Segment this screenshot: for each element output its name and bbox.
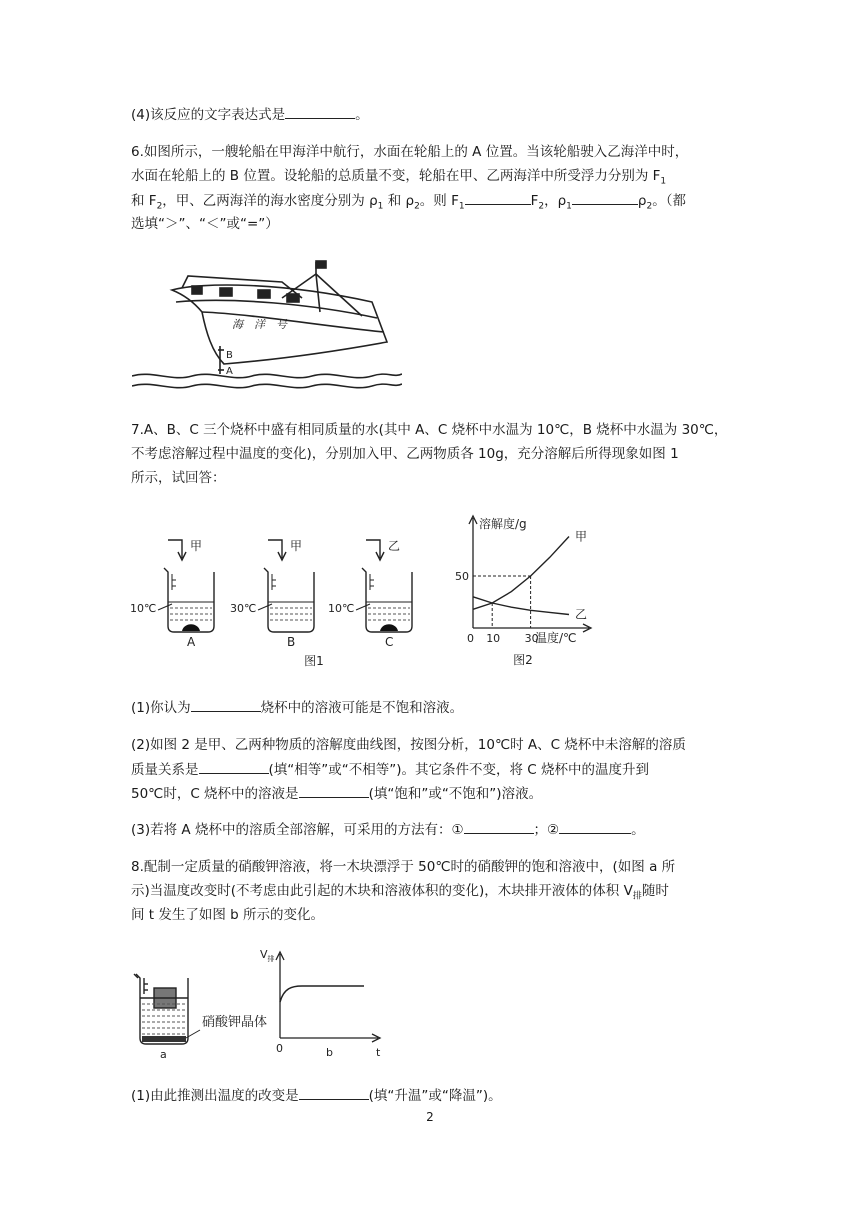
q7-sub1: (1)你认为 烧杯中的溶液可能是不饱和溶液。 bbox=[131, 697, 463, 718]
q8-line3: 间 t 发生了如图 b 所示的变化。 bbox=[131, 907, 325, 923]
figure-b-ylabel: $V_排$ bbox=[260, 948, 275, 963]
q4-blank[interactable] bbox=[285, 104, 355, 119]
chart-xlabel: 温度/℃ bbox=[535, 631, 577, 645]
q7-line3: 所示，试回答： bbox=[131, 470, 226, 486]
substance-label: 甲 bbox=[190, 539, 203, 553]
ship-window bbox=[220, 288, 232, 296]
figure-b-caption: b bbox=[326, 1046, 333, 1059]
q8-line1: 8.配制一定质量的硝酸钾溶液，将一木块漂浮于 50℃时的硝酸钾的饱和溶液中，(如图 a 所 bbox=[131, 859, 676, 875]
temp-label: 30℃ bbox=[230, 602, 257, 615]
beaker-A bbox=[130, 539, 214, 649]
figure-a-beaker bbox=[130, 964, 280, 1062]
q7-sub3-blank2[interactable] bbox=[559, 819, 631, 834]
q7-sub2-blank2[interactable] bbox=[299, 783, 369, 798]
temp-label: 10℃ bbox=[328, 602, 355, 615]
page-number: 2 bbox=[426, 1110, 434, 1124]
q7-sub1-blank[interactable] bbox=[191, 697, 261, 712]
figure-b-origin: 0 bbox=[276, 1042, 283, 1055]
q6-line1: 6.如图所示，一艘轮船在甲海洋中航行，水面在轮船上的 A 位置。当该轮船驶入乙海洋中时， bbox=[131, 144, 689, 160]
substance-label: 甲 bbox=[290, 539, 303, 553]
ship-figure bbox=[132, 252, 402, 394]
series-label: 甲 bbox=[575, 529, 588, 544]
beaker-B bbox=[230, 539, 314, 649]
q6-line4: 选填“＞”、“＜”或“=”） bbox=[131, 216, 279, 232]
undissolved-solute bbox=[380, 624, 398, 631]
ship-name: 海 洋 号 bbox=[232, 318, 287, 331]
beaker-label: A bbox=[187, 635, 196, 649]
q7-sub3: (3)若将 A 烧杯中的溶质全部溶解，可采用的方法有：① ；② 。 bbox=[131, 819, 645, 840]
chart-caption: 图2 bbox=[513, 653, 533, 667]
temp-label: 10℃ bbox=[130, 602, 157, 615]
series-label: 乙 bbox=[575, 607, 588, 622]
ship-window bbox=[258, 290, 270, 298]
chart-y-tick: 50 bbox=[455, 570, 469, 583]
q6-blank-force[interactable] bbox=[465, 190, 531, 205]
q6-blank-density[interactable] bbox=[572, 190, 638, 205]
q7-line2: 不考虑溶解过程中温度的变化)，分别加入甲、乙两物质各 10g，充分溶解后所得现象如图 1 bbox=[131, 446, 679, 462]
q7-sub2-line1: (2)如图 2 是甲、乙两种物质的溶解度曲线图，按图分析，10℃时 A、C 烧杯中未溶解的溶质 bbox=[131, 737, 686, 753]
crystals bbox=[142, 1036, 186, 1042]
chart-x-tick: 0 bbox=[467, 632, 474, 645]
figure1-caption: 图1 bbox=[304, 654, 324, 668]
crystal-label: 硝酸钾晶体 bbox=[202, 1015, 268, 1030]
q4-text: (4)该反应的文字表达式是 。 bbox=[131, 104, 369, 125]
figure-b-graph bbox=[260, 940, 390, 1062]
figure-a-caption: a bbox=[160, 1048, 167, 1061]
q8-sub1: (1)由此推测出温度的改变是 (填“升温”或“降温”)。 bbox=[131, 1085, 502, 1106]
figure1-beakers bbox=[128, 530, 438, 670]
ship-flag bbox=[316, 261, 326, 268]
q7-sub2-blank1[interactable] bbox=[199, 759, 269, 774]
series-yi-line bbox=[473, 597, 569, 615]
solubility-chart bbox=[455, 508, 605, 670]
q6-line3: 和 $F_2$，甲、乙两海洋的海水密度分别为 $\rho_1$ 和 $\rho_2$。则 $F_1$ $F_2$，$\rho_1$ $\rho_2$。（都 bbox=[131, 190, 686, 217]
beaker-C bbox=[328, 539, 412, 649]
ship-mark-a: A bbox=[226, 366, 233, 377]
chart-ylabel: 溶解度/g bbox=[479, 517, 527, 531]
substance-label: 乙 bbox=[388, 539, 401, 553]
series-jia-line bbox=[473, 537, 569, 610]
volume-curve bbox=[280, 986, 364, 1002]
q8-sub1-blank[interactable] bbox=[299, 1085, 369, 1100]
q7-line1: 7.A、B、C 三个烧杯中盛有相同质量的水(其中 A、C 烧杯中水温为 10℃，B 烧杯中水温为 30℃， bbox=[131, 422, 728, 438]
q7-sub3-blank1[interactable] bbox=[464, 819, 534, 834]
figure-b-xlabel: t bbox=[376, 1046, 381, 1059]
ship-mark-b: B bbox=[226, 350, 233, 361]
q6-line2: 水面在轮船上的 B 位置。设轮船的总质量不变，轮船在甲、乙两海洋中所受浮力分别为 $F_1$ bbox=[131, 168, 667, 187]
chart-x-tick: 30 bbox=[524, 632, 539, 645]
ship-window bbox=[287, 294, 299, 302]
q8-line2: 示)当温度改变时(不考虑由此引起的木块和溶液体积的变化)，木块排开液体的体积 $V_排$随时 bbox=[131, 883, 669, 902]
ship-window bbox=[192, 286, 202, 294]
beaker-label: C bbox=[385, 635, 394, 649]
q7-sub2-line3: 50℃时，C 烧杯中的溶液是 (填“饱和”或“不饱和”)溶液。 bbox=[131, 783, 542, 804]
undissolved-solute bbox=[182, 624, 200, 631]
q7-sub2-line2: 质量关系是 (填“相等”或“不相等”)。其它条件不变，将 C 烧杯中的温度升到 bbox=[131, 759, 649, 780]
beaker-label: B bbox=[287, 635, 296, 649]
chart-x-tick: 10 bbox=[486, 632, 501, 645]
